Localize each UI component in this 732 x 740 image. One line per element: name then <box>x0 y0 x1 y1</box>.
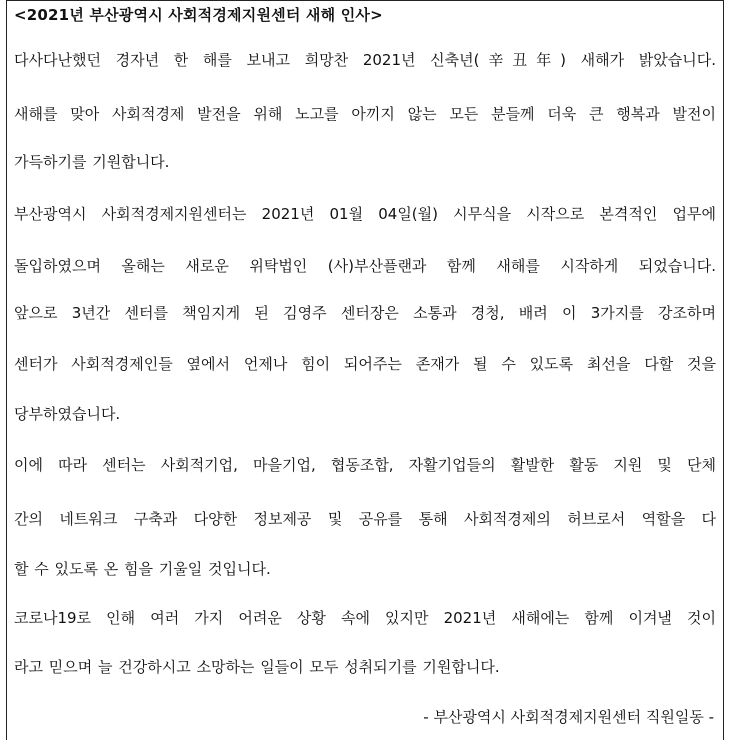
body-line-2: 새해를 맞아 사회적경제 발전을 위해 노고를 아끼지 않는 모든 분들께 더욱 큰 행복과 발전이 <box>14 105 716 123</box>
document-title: <2021년 부산광역시 사회적경제지원센터 새해 인사> <box>14 6 383 24</box>
body-line-3: 가득하기를 기원합니다. <box>14 153 170 171</box>
body-line-6: 앞으로 3년간 센터를 책임지게 된 김영주 센터장은 소통과 경청, 배려 이 3가지를 강조하며 <box>14 304 716 322</box>
body-line-5: 돌입하였으며 올해는 새로운 위탁법인 (사)부산플랜과 함께 새해를 시작하게 되었습니다. <box>14 257 716 275</box>
body-line-11: 할 수 있도록 온 힘을 기울일 것입니다. <box>14 560 271 578</box>
body-line-10: 간의 네트워크 구축과 다양한 정보제공 및 공유를 통해 사회적경제의 허브로서 역할을 다 <box>14 510 716 528</box>
body-line-1: 다사다난했던 경자년 한 해를 보내고 희망찬 2021년 신축년(辛丑年) 새해가 밝았습니다. <box>14 51 716 69</box>
body-line-4: 부산광역시 사회적경제지원센터는 2021년 01월 04일(월) 시무식을 시작으로 본격적인 업무에 <box>14 205 716 223</box>
body-line-9: 이에 따라 센터는 사회적기업, 마을기업, 협동조합, 자활기업들의 활발한 활동 지원 및 단체 <box>14 456 716 474</box>
signature: - 부산광역시 사회적경제지원센터 직원일동 - <box>423 708 714 726</box>
body-line-13: 라고 믿으며 늘 건강하시고 소망하는 일들이 모두 성취되기를 기원합니다. <box>14 658 500 676</box>
body-line-7: 센터가 사회적경제인들 옆에서 언제나 힘이 되어주는 존재가 될 수 있도록 최선을 다할 것을 <box>14 355 716 373</box>
body-line-12: 코로나19로 인해 여러 가지 어려운 상황 속에 있지만 2021년 새해에는 함께 이겨낼 것이 <box>14 609 716 627</box>
body-line-8: 당부하였습니다. <box>14 405 121 423</box>
